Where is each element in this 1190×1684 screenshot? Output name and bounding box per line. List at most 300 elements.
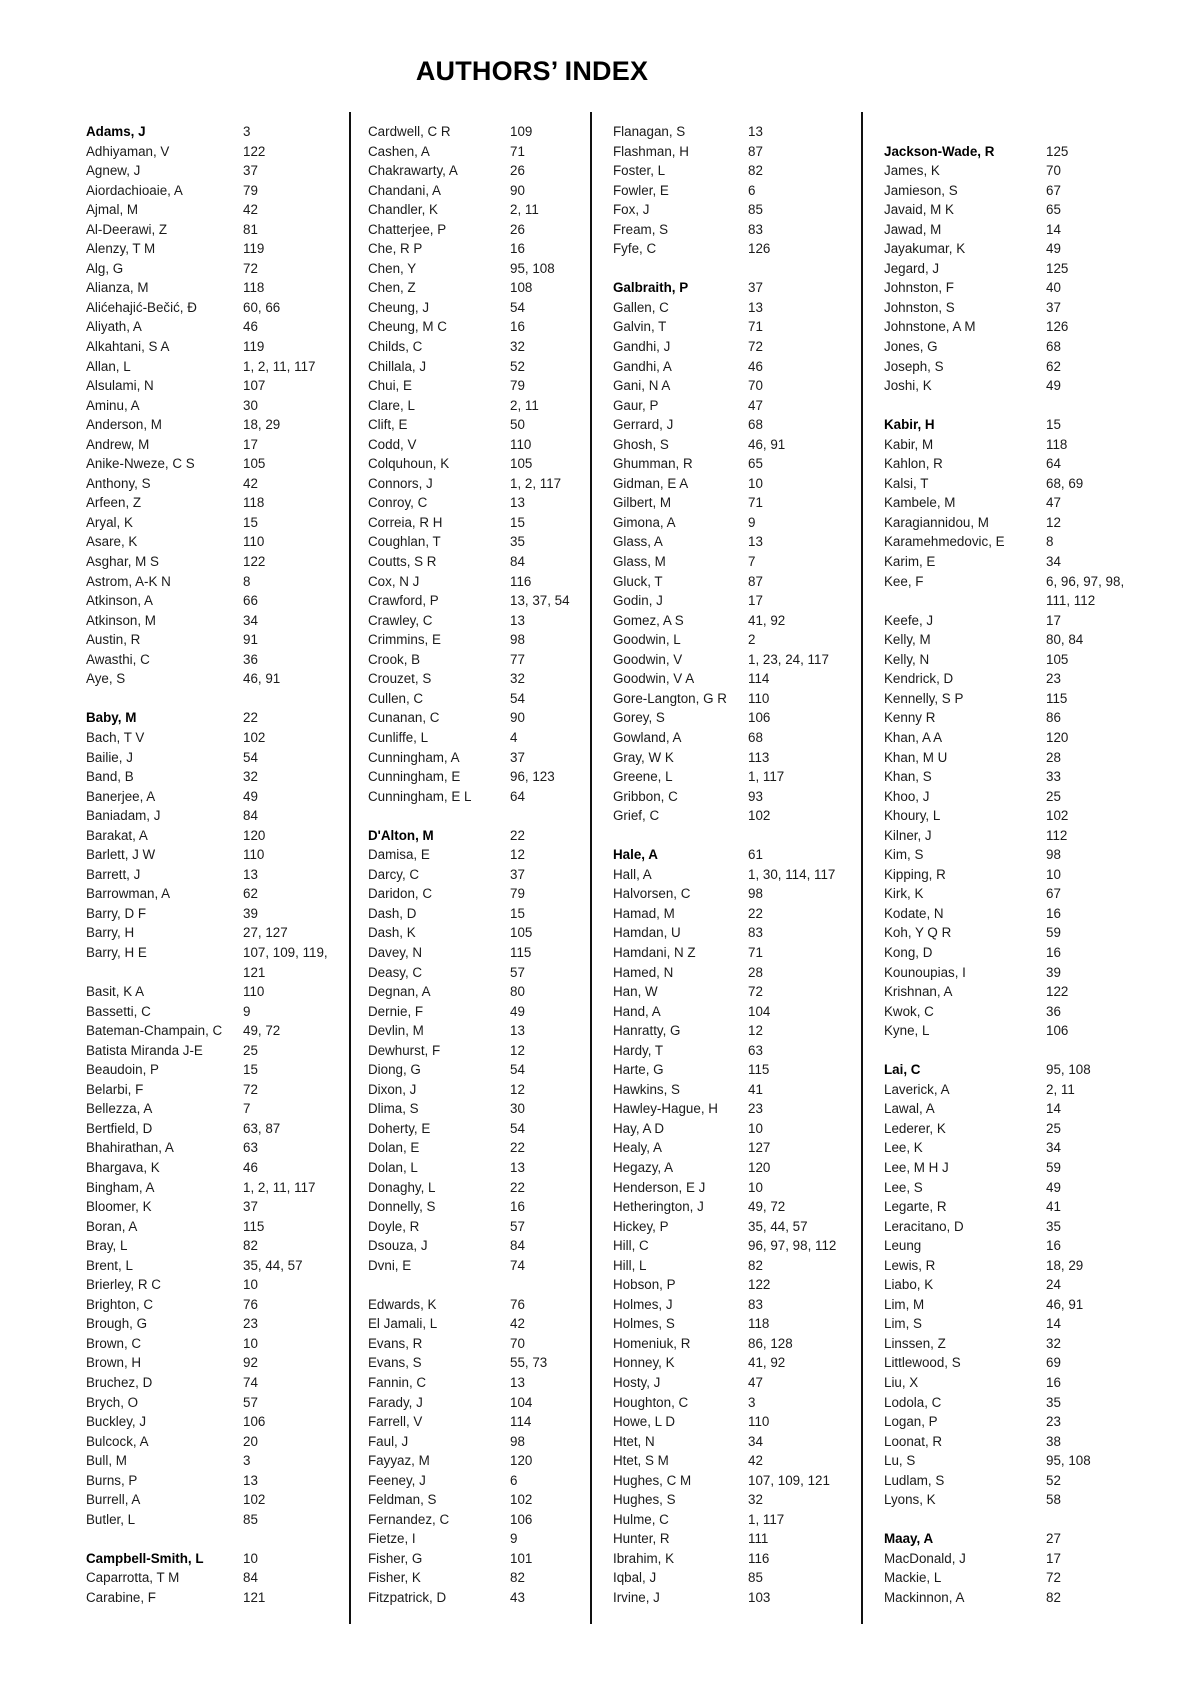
index-entry bbox=[884, 298, 1134, 318]
page-numbers: 77 bbox=[510, 651, 525, 667]
page-numbers: 27, 127 bbox=[243, 925, 288, 941]
author-name: Hale, A bbox=[613, 847, 658, 863]
index-entry bbox=[368, 1295, 598, 1315]
page-numbers: 71 bbox=[748, 944, 763, 960]
index-column-4 bbox=[884, 122, 1134, 1608]
author-name: Evans, S bbox=[368, 1355, 422, 1371]
page-numbers: 118 bbox=[243, 280, 265, 296]
page-numbers: 24 bbox=[1046, 1277, 1061, 1293]
page-numbers: 41 bbox=[748, 1081, 763, 1097]
page-numbers: 127 bbox=[748, 1140, 771, 1156]
index-entry bbox=[613, 1334, 853, 1354]
page-numbers: 6, 96, 97, 98, bbox=[1046, 573, 1125, 589]
page-numbers: 14 bbox=[1046, 221, 1061, 237]
author-name: Kee, F bbox=[884, 573, 924, 589]
author-name: Kendrick, D bbox=[884, 671, 954, 687]
index-entry bbox=[368, 1490, 598, 1510]
page-numbers: 3 bbox=[748, 1394, 756, 1410]
index-entry bbox=[884, 728, 1134, 748]
index-entry bbox=[613, 591, 853, 611]
author-name: Chandani, A bbox=[368, 182, 441, 198]
index-entry bbox=[884, 845, 1134, 865]
author-name: Lee, K bbox=[884, 1140, 923, 1156]
page-numbers: 115 bbox=[748, 1062, 770, 1078]
index-entry bbox=[884, 357, 1134, 377]
index-entry bbox=[613, 806, 853, 826]
author-name: Donaghy, L bbox=[368, 1179, 436, 1195]
author-name: Hamad, M bbox=[613, 905, 675, 921]
page-numbers: 9 bbox=[510, 1531, 518, 1547]
section-spacer bbox=[368, 806, 598, 826]
index-entry bbox=[613, 1412, 853, 1432]
index-entry bbox=[613, 181, 853, 201]
page-numbers: 68 bbox=[1046, 339, 1061, 355]
index-entry bbox=[884, 572, 1134, 592]
page-numbers: 13 bbox=[510, 1023, 525, 1039]
index-entry bbox=[86, 1236, 346, 1256]
author-name: D'Alton, M bbox=[368, 827, 434, 843]
author-name: Lee, S bbox=[884, 1179, 923, 1195]
author-name: Lederer, K bbox=[884, 1120, 946, 1136]
index-entry bbox=[884, 454, 1134, 474]
index-entry bbox=[884, 963, 1134, 983]
index-entry bbox=[884, 1236, 1134, 1256]
author-name: Darcy, C bbox=[368, 866, 420, 882]
page-numbers: 4 bbox=[510, 729, 518, 745]
author-name: Grief, C bbox=[613, 808, 660, 824]
index-entry bbox=[368, 1314, 598, 1334]
page-numbers: 28 bbox=[748, 964, 763, 980]
page-numbers: 115 bbox=[510, 944, 532, 960]
page-numbers: 116 bbox=[510, 573, 532, 589]
author-name: Kambele, M bbox=[884, 495, 956, 511]
page-numbers: 122 bbox=[243, 554, 266, 570]
author-name: Hand, A bbox=[613, 1003, 661, 1019]
index-entry bbox=[86, 181, 346, 201]
page-numbers: 23 bbox=[1046, 671, 1061, 687]
page-numbers: 68, 69 bbox=[1046, 475, 1084, 491]
author-name: Khan, M U bbox=[884, 749, 948, 765]
page-numbers: 102 bbox=[243, 729, 266, 745]
index-entry bbox=[613, 1256, 853, 1276]
author-name: Farady, J bbox=[368, 1394, 423, 1410]
index-entry bbox=[368, 454, 598, 474]
index-entry bbox=[884, 1080, 1134, 1100]
author-name: Loonat, R bbox=[884, 1433, 943, 1449]
index-entry bbox=[86, 1353, 346, 1373]
author-name: Johnstone, A M bbox=[884, 319, 976, 335]
author-name: Johnston, S bbox=[884, 299, 955, 315]
page-numbers: 105 bbox=[510, 456, 533, 472]
page-numbers: 10 bbox=[1046, 866, 1061, 882]
index-entry bbox=[368, 1568, 598, 1588]
author-name: Anike-Nweze, C S bbox=[86, 456, 195, 472]
author-name: Childs, C bbox=[368, 339, 423, 355]
author-name: Deasy, C bbox=[368, 964, 423, 980]
page-numbers: 64 bbox=[1046, 456, 1061, 472]
author-name: Cunanan, C bbox=[368, 710, 440, 726]
author-name: Kipping, R bbox=[884, 866, 946, 882]
author-name: Joshi, K bbox=[884, 378, 932, 394]
page-numbers: 106 bbox=[1046, 1023, 1069, 1039]
page-numbers: 37 bbox=[243, 163, 258, 179]
index-entry bbox=[613, 415, 853, 435]
index-entry bbox=[613, 1393, 853, 1413]
author-name: Joseph, S bbox=[884, 358, 944, 374]
section-spacer bbox=[613, 259, 853, 279]
page-numbers: 101 bbox=[510, 1550, 533, 1566]
page-numbers: 12 bbox=[510, 1042, 525, 1058]
author-name: Brown, H bbox=[86, 1355, 142, 1371]
author-name: Barrett, J bbox=[86, 866, 141, 882]
page-numbers: 10 bbox=[748, 1120, 763, 1136]
index-entry bbox=[368, 513, 598, 533]
page-numbers: 46 bbox=[243, 1159, 258, 1175]
page-numbers: 32 bbox=[243, 769, 258, 785]
author-name: Fannin, C bbox=[368, 1375, 427, 1390]
index-entry bbox=[884, 1490, 1134, 1510]
author-name: Gomez, A S bbox=[613, 612, 684, 628]
page-numbers: 110 bbox=[510, 436, 532, 452]
page-numbers: 39 bbox=[243, 905, 258, 921]
author-name: Htet, S M bbox=[613, 1453, 669, 1469]
author-name: Khoury, L bbox=[884, 808, 941, 824]
page-numbers: 35 bbox=[1046, 1218, 1061, 1234]
page-numbers: 98 bbox=[510, 632, 525, 648]
index-entry bbox=[884, 943, 1134, 963]
page-numbers: 109 bbox=[510, 124, 533, 139]
page-numbers: 110 bbox=[243, 847, 265, 863]
author-name: Hosty, J bbox=[613, 1375, 661, 1390]
page-numbers: 119 bbox=[243, 339, 265, 355]
author-name: Hulme, C bbox=[613, 1511, 669, 1527]
section-spacer bbox=[368, 1275, 598, 1295]
author-name: Healy, A bbox=[613, 1140, 662, 1156]
page-numbers: 111, 112 bbox=[1046, 593, 1096, 609]
index-entry bbox=[613, 904, 853, 924]
page-numbers: 54 bbox=[510, 1120, 525, 1136]
page-numbers: 12 bbox=[510, 847, 525, 863]
page-numbers: 108 bbox=[510, 280, 533, 296]
index-entry bbox=[86, 142, 346, 162]
page-numbers: 126 bbox=[1046, 319, 1069, 335]
index-entry bbox=[884, 1314, 1134, 1334]
page-numbers: 49, 72 bbox=[748, 1199, 786, 1215]
page-numbers: 12 bbox=[1046, 514, 1061, 530]
author-name: Leung bbox=[884, 1238, 922, 1254]
page-numbers: 49, 72 bbox=[243, 1023, 281, 1039]
index-entry bbox=[884, 220, 1134, 240]
page-numbers: 63 bbox=[748, 1042, 763, 1058]
page-numbers: 17 bbox=[1046, 1550, 1061, 1566]
author-name: Barry, D F bbox=[86, 905, 147, 921]
page-numbers: 72 bbox=[1046, 1570, 1061, 1586]
page-numbers: 119 bbox=[243, 241, 265, 257]
page-numbers: 16 bbox=[1046, 1375, 1061, 1390]
page-numbers: 112 bbox=[1046, 827, 1068, 843]
author-name: Fernandez, C bbox=[368, 1511, 450, 1527]
index-entry bbox=[884, 1451, 1134, 1471]
page-numbers: 13 bbox=[748, 299, 763, 315]
author-name: Alićehajić-Bečić, Đ bbox=[86, 299, 197, 315]
page-numbers: 54 bbox=[510, 299, 525, 315]
page-numbers: 13, 37, 54 bbox=[510, 593, 570, 609]
page-numbers: 126 bbox=[748, 241, 771, 257]
author-name: Khoo, J bbox=[884, 788, 930, 804]
section-spacer bbox=[86, 1529, 346, 1549]
author-name: Banerjee, A bbox=[86, 788, 156, 804]
index-entry bbox=[613, 1178, 853, 1198]
author-name: Gandhi, J bbox=[613, 339, 671, 355]
index-entry bbox=[86, 474, 346, 494]
author-name: Agnew, J bbox=[86, 163, 141, 179]
author-name: Hamdani, N Z bbox=[613, 944, 696, 960]
page-numbers: 6 bbox=[748, 182, 756, 198]
index-entry bbox=[613, 200, 853, 220]
page-numbers: 59 bbox=[1046, 925, 1061, 941]
index-entry bbox=[884, 317, 1134, 337]
author-name: Bailie, J bbox=[86, 749, 133, 765]
author-name: Hanratty, G bbox=[613, 1023, 681, 1039]
index-entry bbox=[884, 1471, 1134, 1491]
page-numbers: 107 bbox=[243, 378, 266, 394]
index-entry bbox=[368, 689, 598, 709]
page-numbers: 80, 84 bbox=[1046, 632, 1084, 648]
page-numbers: 3 bbox=[243, 1453, 251, 1469]
index-entry bbox=[86, 630, 346, 650]
author-name: Bray, L bbox=[86, 1238, 128, 1254]
author-name: Farrell, V bbox=[368, 1414, 423, 1430]
page-numbers: 49 bbox=[1046, 241, 1061, 257]
author-name: Dash, D bbox=[368, 905, 417, 921]
page-numbers: 17 bbox=[243, 436, 258, 452]
index-entry bbox=[613, 1138, 853, 1158]
author-name: Jawad, M bbox=[884, 221, 942, 237]
index-entry bbox=[884, 1256, 1134, 1276]
page-numbers: 50 bbox=[510, 417, 525, 433]
index-entry bbox=[613, 1197, 853, 1217]
author-name: Fietze, I bbox=[368, 1531, 416, 1547]
index-column-1 bbox=[86, 122, 346, 1608]
index-section-first-entry bbox=[86, 122, 346, 142]
author-name: Fitzpatrick, D bbox=[368, 1590, 447, 1606]
index-entry bbox=[613, 357, 853, 377]
index-entry bbox=[86, 669, 346, 689]
index-entry bbox=[86, 1471, 346, 1491]
page-numbers: 34 bbox=[748, 1433, 763, 1449]
index-entry bbox=[86, 1099, 346, 1119]
page-numbers: 120 bbox=[748, 1159, 771, 1175]
index-entry bbox=[368, 1256, 598, 1276]
page-numbers: 95, 108 bbox=[510, 260, 555, 276]
author-name: Cheung, J bbox=[368, 299, 430, 315]
page-numbers: 105 bbox=[1046, 651, 1069, 667]
index-entry bbox=[884, 1588, 1134, 1608]
author-name: Hall, A bbox=[613, 866, 652, 882]
index-entry bbox=[368, 396, 598, 416]
author-name: Gluck, T bbox=[613, 573, 663, 589]
index-entry bbox=[613, 435, 853, 455]
page-numbers: 38 bbox=[1046, 1433, 1061, 1449]
page-numbers: 9 bbox=[243, 1003, 251, 1019]
index-entry bbox=[86, 161, 346, 181]
author-name: Gore-Langton, G R bbox=[613, 690, 727, 706]
page-numbers: 15 bbox=[243, 1062, 258, 1078]
page-numbers: 47 bbox=[1046, 495, 1061, 511]
index-entry bbox=[86, 963, 346, 983]
index-entry bbox=[613, 884, 853, 904]
author-name: Henderson, E J bbox=[613, 1179, 706, 1195]
author-name: Kilner, J bbox=[884, 827, 932, 843]
page-numbers: 71 bbox=[748, 495, 763, 511]
page-numbers: 1, 117 bbox=[748, 1511, 785, 1527]
index-entry bbox=[884, 708, 1134, 728]
index-entry bbox=[884, 552, 1134, 572]
author-name: Barlett, J W bbox=[86, 847, 156, 863]
author-name: Galbraith, P bbox=[613, 280, 689, 296]
index-entry bbox=[368, 1353, 598, 1373]
page-numbers: 84 bbox=[510, 1238, 525, 1254]
page-numbers: 67 bbox=[1046, 886, 1061, 902]
page-numbers: 13 bbox=[243, 1472, 258, 1488]
author-name: Bull, M bbox=[86, 1453, 127, 1469]
index-entry bbox=[884, 1197, 1134, 1217]
page-numbers: 15 bbox=[510, 514, 525, 530]
page-numbers: 106 bbox=[748, 710, 771, 726]
index-entry bbox=[86, 787, 346, 807]
page-numbers: 115 bbox=[243, 1218, 265, 1234]
author-name: Koh, Y Q R bbox=[884, 925, 952, 941]
index-entry bbox=[613, 1373, 853, 1393]
index-entry bbox=[613, 708, 853, 728]
author-name: Goodwin, V bbox=[613, 651, 683, 667]
index-entry bbox=[613, 1158, 853, 1178]
author-name: Hickey, P bbox=[613, 1218, 669, 1234]
author-name: Dash, K bbox=[368, 925, 416, 941]
author-name: Alianza, M bbox=[86, 280, 149, 296]
page-numbers: 7 bbox=[243, 1101, 251, 1117]
page-numbers: 8 bbox=[243, 573, 251, 589]
index-entry bbox=[86, 1588, 346, 1608]
page-numbers: 47 bbox=[748, 397, 763, 413]
index-entry bbox=[86, 1060, 346, 1080]
page-numbers: 14 bbox=[1046, 1101, 1061, 1117]
index-entry bbox=[613, 728, 853, 748]
author-name: Aiordachioaie, A bbox=[86, 182, 183, 198]
author-name: Feldman, S bbox=[368, 1492, 437, 1508]
author-name: Atkinson, M bbox=[86, 612, 156, 628]
author-name: Lyons, K bbox=[884, 1492, 936, 1508]
index-entry bbox=[884, 1099, 1134, 1119]
page-numbers: 69 bbox=[1046, 1355, 1061, 1371]
author-name: Andrew, M bbox=[86, 436, 150, 452]
page-numbers: 83 bbox=[748, 1296, 763, 1312]
page-numbers: 62 bbox=[1046, 358, 1061, 374]
index-entry bbox=[884, 923, 1134, 943]
index-entry bbox=[613, 1471, 853, 1491]
author-name: Jegard, J bbox=[884, 260, 940, 276]
section-spacer bbox=[884, 1041, 1134, 1061]
author-name: Barakat, A bbox=[86, 827, 148, 843]
page-numbers: 46, 91 bbox=[748, 436, 786, 452]
index-entry bbox=[368, 845, 598, 865]
author-name: Hunter, R bbox=[613, 1531, 670, 1547]
page-numbers: 30 bbox=[510, 1101, 525, 1117]
index-entry bbox=[86, 259, 346, 279]
page-numbers: 57 bbox=[243, 1394, 258, 1410]
index-entry bbox=[86, 591, 346, 611]
page-numbers: 63 bbox=[243, 1140, 258, 1156]
page-numbers: 49 bbox=[243, 788, 258, 804]
page-numbers: 90 bbox=[510, 710, 525, 726]
page-numbers: 68 bbox=[748, 417, 763, 433]
index-entry bbox=[884, 982, 1134, 1002]
author-name: Dixon, J bbox=[368, 1081, 417, 1097]
author-name: Cunningham, E L bbox=[368, 788, 472, 804]
index-entry bbox=[368, 552, 598, 572]
author-name: Bellezza, A bbox=[86, 1101, 153, 1117]
index-entry bbox=[613, 943, 853, 963]
index-entry bbox=[86, 1021, 346, 1041]
author-name: Karim, E bbox=[884, 554, 936, 570]
index-entry bbox=[884, 1412, 1134, 1432]
index-entry bbox=[86, 748, 346, 768]
index-entry bbox=[884, 513, 1134, 533]
index-entry bbox=[884, 259, 1134, 279]
page-numbers: 46, 91 bbox=[1046, 1296, 1084, 1312]
page-title: AUTHORS’ INDEX bbox=[415, 56, 649, 86]
page-numbers: 34 bbox=[243, 612, 258, 628]
page-numbers: 2 bbox=[748, 632, 756, 648]
index-entry bbox=[613, 337, 853, 357]
page-numbers: 1, 2, 11, 117 bbox=[243, 358, 316, 374]
index-entry bbox=[368, 611, 598, 631]
page-numbers: 91 bbox=[243, 632, 258, 648]
index-entry bbox=[884, 1138, 1134, 1158]
author-name: Flashman, H bbox=[613, 143, 689, 159]
page-numbers: 79 bbox=[243, 182, 258, 198]
author-name: Clift, E bbox=[368, 417, 408, 433]
index-entry bbox=[884, 591, 1134, 611]
page-numbers: 96, 123 bbox=[510, 769, 555, 785]
index-entry bbox=[613, 982, 853, 1002]
page-numbers: 26 bbox=[510, 221, 525, 237]
index-entry bbox=[86, 357, 346, 377]
page-numbers: 98 bbox=[510, 1433, 525, 1449]
author-name: Goodwin, V A bbox=[613, 671, 695, 687]
author-name: Belarbi, F bbox=[86, 1081, 144, 1097]
author-name: Fisher, G bbox=[368, 1550, 423, 1566]
index-entry bbox=[86, 1432, 346, 1452]
index-entry bbox=[884, 1373, 1134, 1393]
index-entry bbox=[884, 1295, 1134, 1315]
index-section-first-entry bbox=[368, 826, 598, 846]
page-numbers: 84 bbox=[243, 808, 258, 824]
page-numbers: 16 bbox=[1046, 1238, 1061, 1254]
page-numbers: 13 bbox=[510, 495, 525, 511]
author-name: Alenzy, T M bbox=[86, 241, 156, 257]
index-entry bbox=[86, 1178, 346, 1198]
index-entry bbox=[884, 865, 1134, 885]
index-entry bbox=[368, 239, 598, 259]
index-entry bbox=[613, 376, 853, 396]
index-section-first-entry bbox=[884, 142, 1134, 162]
index-entry bbox=[368, 278, 598, 298]
page-numbers: 16 bbox=[510, 319, 525, 335]
page-numbers: 36 bbox=[1046, 1003, 1061, 1019]
index-entry bbox=[368, 572, 598, 592]
index-entry bbox=[368, 708, 598, 728]
